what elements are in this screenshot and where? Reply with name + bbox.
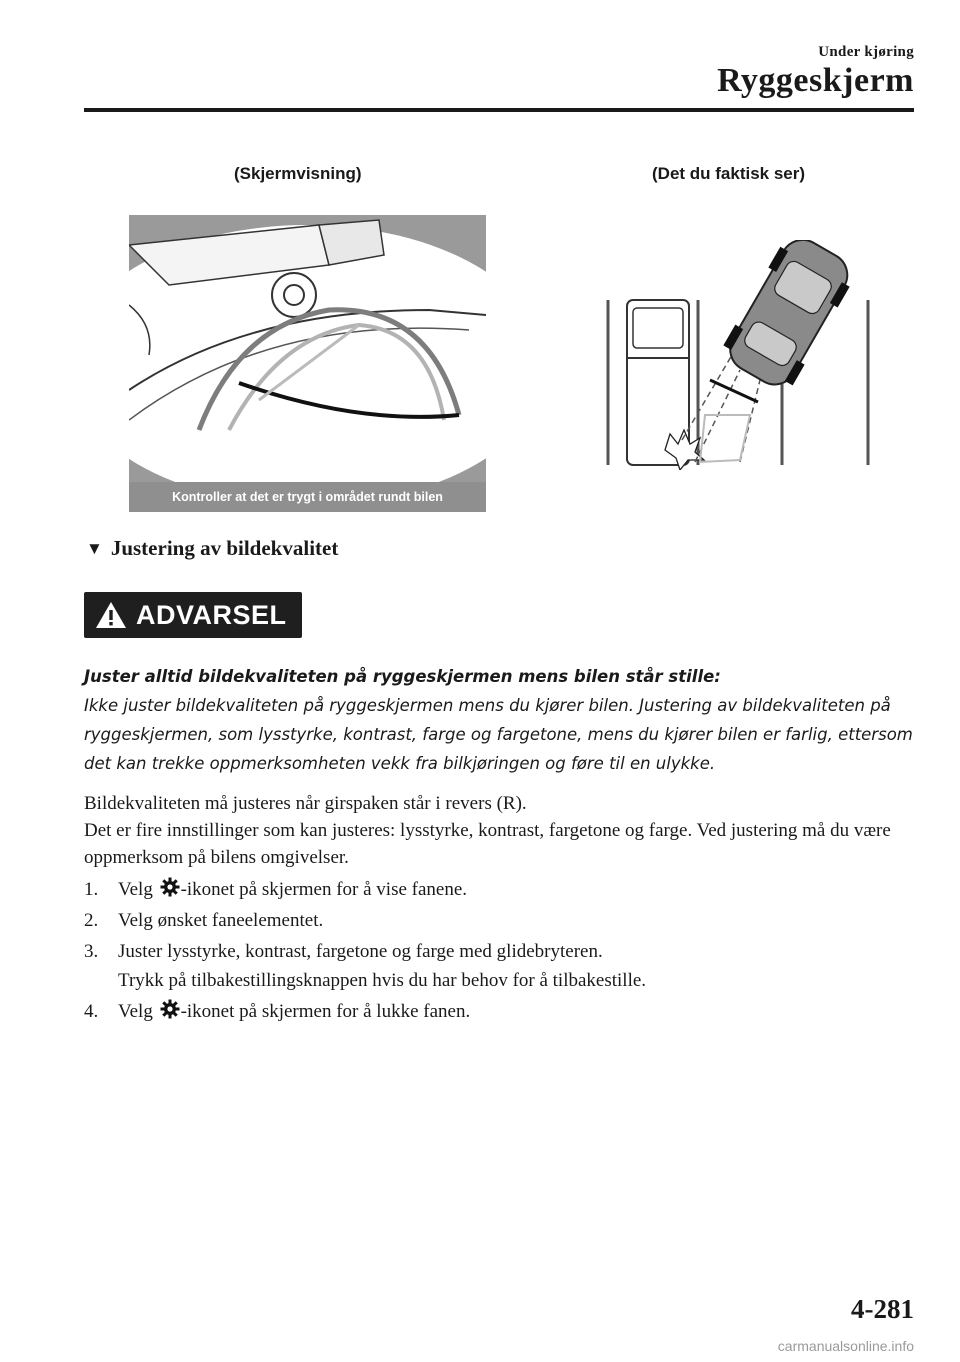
warning-triangle-icon xyxy=(94,600,128,630)
step-number: 3. xyxy=(84,941,99,962)
screen-footer-message: Kontroller at det er trygt i området rundt bilen xyxy=(129,482,486,512)
warning-heading: Juster alltid bildekvaliteten på ryggeskjermen mens bilen står stille: xyxy=(84,667,721,686)
chapter-title: Ryggeskjerm xyxy=(717,62,914,99)
step-text: Juster lysstyrke, kontrast, fargetone og farge med glidebryteren. xyxy=(118,941,603,962)
step-number: 1. xyxy=(84,879,99,900)
triangle-marker-icon: ▼ xyxy=(86,538,103,558)
warning-content xyxy=(84,662,924,778)
parking-scene-illustration xyxy=(600,240,880,470)
settings-gear-icon xyxy=(160,999,180,1019)
rear-camera-screen-illustration xyxy=(129,215,486,512)
step-3 xyxy=(84,937,914,995)
subsection-title: Justering av bildekvalitet xyxy=(110,536,339,560)
steps-list xyxy=(84,875,914,1026)
warning-text: Ikke juster bildekvaliteten på ryggeskjermen mens du kjører bilen. Justering av bildekvaliteten på ryggeskjermen, som lysstyrke, kontrast, farge og fargetone, mens du kjører bilen er farlig, ettersom det kan trekke oppmerksomheten vekk fra bilkjøringen og føre til en ulykke. xyxy=(84,696,913,773)
figure-caption-screen-view: (Skjermvisning) xyxy=(234,164,362,183)
section-label: Under kjøring xyxy=(818,44,914,60)
step-text-pre: Velg xyxy=(118,1001,153,1022)
paragraph-1: Bildekvaliteten må justeres når girspaken står i revers (R). xyxy=(84,793,527,814)
step-text-post: -ikonet på skjermen for å vise fanene. xyxy=(180,879,468,900)
step-4 xyxy=(84,997,914,1026)
warning-label: ADVARSEL xyxy=(136,599,287,630)
step-1 xyxy=(84,875,914,904)
step-number: 2. xyxy=(84,910,99,931)
step-text: Velg ønsket faneelementet. xyxy=(118,910,324,931)
subsection-heading xyxy=(86,536,338,561)
paragraph-2: Det er fire innstillinger som kan justeres: lysstyrke, kontrast, fargetone og farge. Ved justering må du være oppmerksom på bilens omgivelser. xyxy=(84,820,891,868)
warning-badge xyxy=(84,592,302,638)
body-content xyxy=(84,790,914,1028)
figure-caption-actual-view: (Det du faktisk ser) xyxy=(652,164,806,183)
step-subtext: Trykk på tilbakestillingsknappen hvis du har behov for å tilbakestille. xyxy=(118,970,647,991)
camera-view-graphic xyxy=(129,215,486,512)
step-text-pre: Velg xyxy=(118,879,153,900)
page-number: 4-281 xyxy=(851,1294,914,1324)
step-number: 4. xyxy=(84,1001,99,1022)
step-2 xyxy=(84,906,914,935)
settings-gear-icon xyxy=(160,877,180,897)
watermark: carmanualsonline.info xyxy=(777,1338,914,1354)
header-rule xyxy=(84,108,914,112)
step-text-post: -ikonet på skjermen for å lukke fanen. xyxy=(180,1001,471,1022)
